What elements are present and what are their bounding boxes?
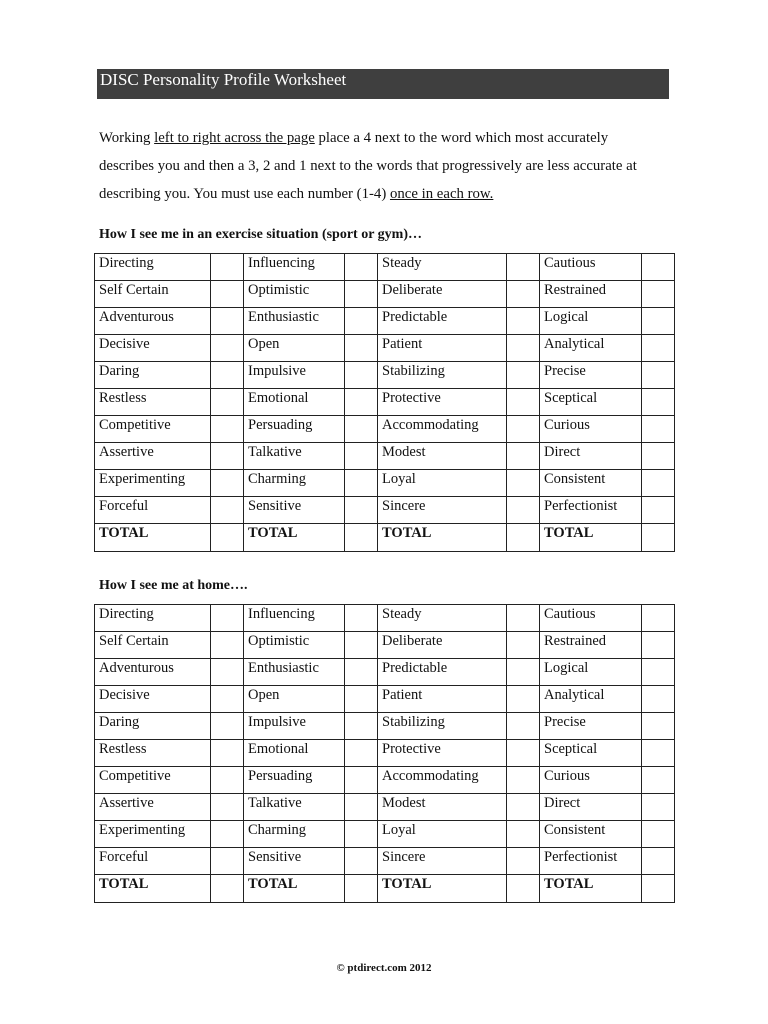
total-score-box[interactable] xyxy=(211,875,244,903)
score-entry-box[interactable] xyxy=(642,848,675,875)
score-entry-box[interactable] xyxy=(211,308,244,335)
score-entry-box[interactable] xyxy=(507,713,540,740)
score-entry-box[interactable] xyxy=(642,632,675,659)
home-worksheet-table xyxy=(94,604,675,903)
score-entry-box[interactable] xyxy=(642,335,675,362)
score-entry-box[interactable] xyxy=(642,794,675,821)
instructions-text: place a 4 next to the word which most accurately xyxy=(314,130,609,146)
total-label: TOTAL xyxy=(540,524,642,552)
trait-word: Precise xyxy=(540,362,642,389)
total-label: TOTAL xyxy=(378,524,507,552)
table-row xyxy=(95,335,675,362)
total-label: TOTAL xyxy=(95,524,211,552)
score-entry-box[interactable] xyxy=(642,605,675,632)
trait-word: Talkative xyxy=(244,443,345,470)
score-entry-box[interactable] xyxy=(345,335,378,362)
trait-word: Cautious xyxy=(540,605,642,632)
score-entry-box[interactable] xyxy=(211,605,244,632)
table-row xyxy=(95,254,675,281)
score-entry-box[interactable] xyxy=(642,308,675,335)
total-label: TOTAL xyxy=(540,875,642,903)
score-entry-box[interactable] xyxy=(211,713,244,740)
total-score-box[interactable] xyxy=(642,875,675,903)
page-title: DISC Personality Profile Worksheet xyxy=(100,70,347,89)
score-entry-box[interactable] xyxy=(345,362,378,389)
score-entry-box[interactable] xyxy=(211,497,244,524)
score-entry-box[interactable] xyxy=(507,659,540,686)
trait-word: Directing xyxy=(95,605,211,632)
trait-word: Analytical xyxy=(540,686,642,713)
trait-word: Optimistic xyxy=(244,632,345,659)
score-entry-box[interactable] xyxy=(507,632,540,659)
score-entry-box[interactable] xyxy=(211,470,244,497)
score-entry-box[interactable] xyxy=(211,281,244,308)
score-entry-box[interactable] xyxy=(507,281,540,308)
score-entry-box[interactable] xyxy=(211,794,244,821)
table-row xyxy=(95,281,675,308)
score-entry-box[interactable] xyxy=(345,659,378,686)
score-entry-box[interactable] xyxy=(642,281,675,308)
trait-word: Directing xyxy=(95,254,211,281)
instructions xyxy=(99,124,679,208)
trait-word: Optimistic xyxy=(244,281,345,308)
section-heading-exercise: How I see me in an exercise situation (sport or gym)… xyxy=(99,227,422,242)
score-entry-box[interactable] xyxy=(211,632,244,659)
trait-word: Sceptical xyxy=(540,740,642,767)
score-entry-box[interactable] xyxy=(345,416,378,443)
trait-word: Patient xyxy=(378,335,507,362)
score-entry-box[interactable] xyxy=(211,686,244,713)
table-row xyxy=(95,470,675,497)
trait-word: Sincere xyxy=(378,848,507,875)
score-entry-box[interactable] xyxy=(345,821,378,848)
score-entry-box[interactable] xyxy=(642,740,675,767)
trait-word: Steady xyxy=(378,254,507,281)
trait-word: Experimenting xyxy=(95,821,211,848)
instructions-text: Working xyxy=(99,130,155,146)
title-bar xyxy=(97,69,669,99)
trait-word: Competitive xyxy=(95,767,211,794)
score-entry-box[interactable] xyxy=(642,497,675,524)
score-entry-box[interactable] xyxy=(211,335,244,362)
score-entry-box[interactable] xyxy=(345,470,378,497)
trait-word: Accommodating xyxy=(378,416,507,443)
trait-word: Self Certain xyxy=(95,632,211,659)
trait-word: Restless xyxy=(95,389,211,416)
table-row xyxy=(95,443,675,470)
score-entry-box[interactable] xyxy=(642,686,675,713)
trait-word: Curious xyxy=(540,767,642,794)
trait-word: Consistent xyxy=(540,821,642,848)
trait-word: Restrained xyxy=(540,281,642,308)
score-entry-box[interactable] xyxy=(211,254,244,281)
total-label: TOTAL xyxy=(244,524,345,552)
trait-word: Adventurous xyxy=(95,308,211,335)
trait-word: Sceptical xyxy=(540,389,642,416)
table-row xyxy=(95,659,675,686)
score-entry-box[interactable] xyxy=(345,848,378,875)
trait-word: Enthusiastic xyxy=(244,659,345,686)
score-entry-box[interactable] xyxy=(642,713,675,740)
trait-word: Protective xyxy=(378,389,507,416)
trait-word: Charming xyxy=(244,470,345,497)
score-entry-box[interactable] xyxy=(507,821,540,848)
total-score-box[interactable] xyxy=(507,875,540,903)
trait-word: Predictable xyxy=(378,659,507,686)
total-label: TOTAL xyxy=(244,875,345,903)
score-entry-box[interactable] xyxy=(211,659,244,686)
trait-word: Self Certain xyxy=(95,281,211,308)
score-entry-box[interactable] xyxy=(345,308,378,335)
trait-word: Modest xyxy=(378,794,507,821)
score-entry-box[interactable] xyxy=(345,443,378,470)
trait-word: Daring xyxy=(95,713,211,740)
trait-word: Steady xyxy=(378,605,507,632)
trait-word: Impulsive xyxy=(244,362,345,389)
trait-word: Stabilizing xyxy=(378,713,507,740)
trait-word: Emotional xyxy=(244,389,345,416)
copyright-footer: © ptdirect.com 2012 xyxy=(336,962,432,974)
trait-word: Direct xyxy=(540,794,642,821)
score-entry-box[interactable] xyxy=(507,254,540,281)
section-heading-home: How I see me at home…. xyxy=(99,578,248,593)
total-label: TOTAL xyxy=(378,875,507,903)
trait-word: Analytical xyxy=(540,335,642,362)
score-entry-box[interactable] xyxy=(507,740,540,767)
score-entry-box[interactable] xyxy=(211,767,244,794)
score-entry-box[interactable] xyxy=(642,659,675,686)
table-row xyxy=(95,605,675,632)
instructions-text: describing you. You must use each number (1-4) xyxy=(99,186,390,202)
trait-word: Direct xyxy=(540,443,642,470)
trait-word: Loyal xyxy=(378,470,507,497)
score-entry-box[interactable] xyxy=(507,335,540,362)
score-entry-box[interactable] xyxy=(211,362,244,389)
instructions-line-1 xyxy=(99,124,679,152)
trait-word: Precise xyxy=(540,713,642,740)
trait-word: Sensitive xyxy=(244,497,345,524)
total-score-box[interactable] xyxy=(507,524,540,552)
instructions-line-3 xyxy=(99,180,679,208)
trait-word: Enthusiastic xyxy=(244,308,345,335)
trait-word: Charming xyxy=(244,821,345,848)
score-entry-box[interactable] xyxy=(642,416,675,443)
score-entry-box[interactable] xyxy=(507,848,540,875)
trait-word: Assertive xyxy=(95,794,211,821)
trait-word: Protective xyxy=(378,740,507,767)
trait-word: Decisive xyxy=(95,686,211,713)
trait-word: Talkative xyxy=(244,794,345,821)
trait-word: Accommodating xyxy=(378,767,507,794)
total-score-box[interactable] xyxy=(211,524,244,552)
score-entry-box[interactable] xyxy=(211,821,244,848)
score-entry-box[interactable] xyxy=(507,794,540,821)
score-entry-box[interactable] xyxy=(642,362,675,389)
score-entry-box[interactable] xyxy=(642,443,675,470)
score-entry-box[interactable] xyxy=(211,443,244,470)
trait-word: Daring xyxy=(95,362,211,389)
trait-word: Forceful xyxy=(95,497,211,524)
score-entry-box[interactable] xyxy=(211,740,244,767)
trait-word: Open xyxy=(244,335,345,362)
trait-word: Influencing xyxy=(244,254,345,281)
trait-word: Modest xyxy=(378,443,507,470)
instructions-underlined-text: once in each row. xyxy=(389,186,494,202)
score-entry-box[interactable] xyxy=(345,281,378,308)
table-row xyxy=(95,713,675,740)
trait-word: Predictable xyxy=(378,308,507,335)
score-entry-box[interactable] xyxy=(507,497,540,524)
table-row xyxy=(95,632,675,659)
table-row xyxy=(95,794,675,821)
score-entry-box[interactable] xyxy=(211,389,244,416)
score-entry-box[interactable] xyxy=(642,254,675,281)
trait-word: Restless xyxy=(95,740,211,767)
score-entry-box[interactable] xyxy=(642,767,675,794)
table-row xyxy=(95,497,675,524)
table-row xyxy=(95,308,675,335)
trait-word: Logical xyxy=(540,659,642,686)
trait-word: Open xyxy=(244,686,345,713)
score-entry-box[interactable] xyxy=(345,254,378,281)
trait-word: Stabilizing xyxy=(378,362,507,389)
score-entry-box[interactable] xyxy=(345,794,378,821)
score-entry-box[interactable] xyxy=(211,416,244,443)
trait-word: Consistent xyxy=(540,470,642,497)
table-row xyxy=(95,416,675,443)
exercise-worksheet-table xyxy=(94,253,675,552)
instructions-underlined-text: left to right across the page xyxy=(154,130,315,146)
trait-word: Assertive xyxy=(95,443,211,470)
score-entry-box[interactable] xyxy=(507,470,540,497)
score-entry-box[interactable] xyxy=(642,821,675,848)
trait-word: Cautious xyxy=(540,254,642,281)
score-entry-box[interactable] xyxy=(507,605,540,632)
trait-word: Forceful xyxy=(95,848,211,875)
trait-word: Sincere xyxy=(378,497,507,524)
table-row xyxy=(95,389,675,416)
score-entry-box[interactable] xyxy=(507,767,540,794)
trait-word: Deliberate xyxy=(378,281,507,308)
trait-word: Logical xyxy=(540,308,642,335)
score-entry-box[interactable] xyxy=(507,308,540,335)
score-entry-box[interactable] xyxy=(507,362,540,389)
trait-word: Decisive xyxy=(95,335,211,362)
total-row xyxy=(95,524,675,552)
table-row xyxy=(95,821,675,848)
total-label: TOTAL xyxy=(95,875,211,903)
table-row xyxy=(95,686,675,713)
trait-word: Restrained xyxy=(540,632,642,659)
table-row xyxy=(95,362,675,389)
score-entry-box[interactable] xyxy=(642,470,675,497)
total-score-box[interactable] xyxy=(642,524,675,552)
table-row xyxy=(95,767,675,794)
total-score-box[interactable] xyxy=(345,524,378,552)
trait-word: Perfectionist xyxy=(540,848,642,875)
trait-word: Perfectionist xyxy=(540,497,642,524)
trait-word: Experimenting xyxy=(95,470,211,497)
score-entry-box[interactable] xyxy=(642,389,675,416)
trait-word: Impulsive xyxy=(244,713,345,740)
trait-word: Persuading xyxy=(244,416,345,443)
instructions-line-2: describes you and then a 3, 2 and 1 next to the words that progressively are less accurate at xyxy=(99,158,637,174)
score-entry-box[interactable] xyxy=(345,497,378,524)
trait-word: Competitive xyxy=(95,416,211,443)
score-entry-box[interactable] xyxy=(345,767,378,794)
trait-word: Deliberate xyxy=(378,632,507,659)
score-entry-box[interactable] xyxy=(345,605,378,632)
score-entry-box[interactable] xyxy=(507,416,540,443)
score-entry-box[interactable] xyxy=(345,686,378,713)
total-row xyxy=(95,875,675,903)
score-entry-box[interactable] xyxy=(345,713,378,740)
score-entry-box[interactable] xyxy=(345,740,378,767)
trait-word: Persuading xyxy=(244,767,345,794)
score-entry-box[interactable] xyxy=(507,686,540,713)
trait-word: Curious xyxy=(540,416,642,443)
score-entry-box[interactable] xyxy=(345,389,378,416)
trait-word: Sensitive xyxy=(244,848,345,875)
table-row xyxy=(95,848,675,875)
total-score-box[interactable] xyxy=(345,875,378,903)
score-entry-box[interactable] xyxy=(507,443,540,470)
trait-word: Influencing xyxy=(244,605,345,632)
score-entry-box[interactable] xyxy=(345,632,378,659)
trait-word: Adventurous xyxy=(95,659,211,686)
table-row xyxy=(95,740,675,767)
trait-word: Emotional xyxy=(244,740,345,767)
score-entry-box[interactable] xyxy=(211,848,244,875)
trait-word: Loyal xyxy=(378,821,507,848)
score-entry-box[interactable] xyxy=(507,389,540,416)
trait-word: Patient xyxy=(378,686,507,713)
